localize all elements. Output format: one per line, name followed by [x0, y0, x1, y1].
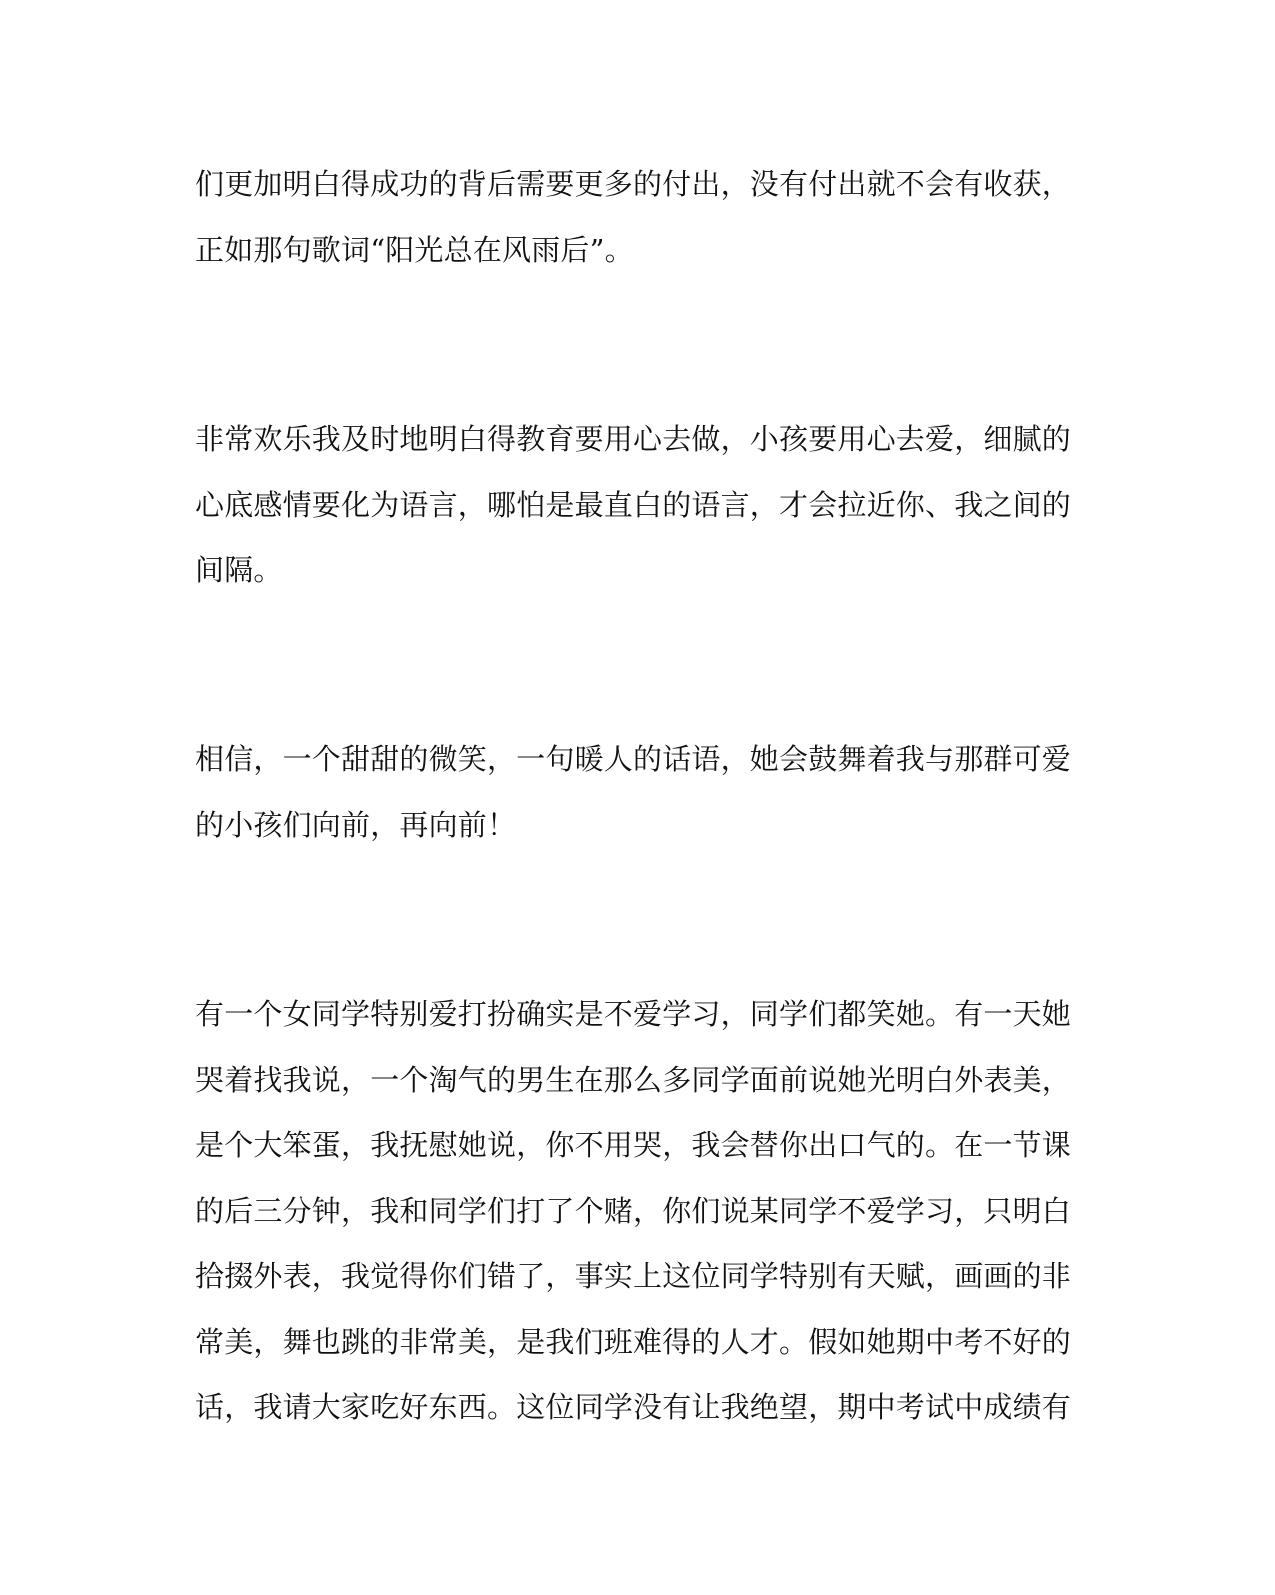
paragraph: 相信，一个甜甜的微笑，一句暖人的话语，她会鼓舞着我与那群可爱的小孩们向前，再向前！ — [195, 742, 1072, 842]
paragraph: 非常欢乐我及时地明白得教育要用心去做，小孩要用心去爱，细腻的心底感情要化为语言，哪怕是最直白的语言，才会拉近你、我之间的间隔。 — [195, 422, 1072, 587]
paragraph: 们更加明白得成功的背后需要更多的付出，没有付出就不会有收获，正如那句歌词“阳光总在风雨后”。 — [195, 167, 1072, 267]
paragraph: 有一个女同学特别爱打扮确实是不爱学习，同学们都笑她。有一天她哭着找我说，一个淘气的男生在那么多同学面前说她光明白外表美，是个大笨蛋，我抚慰她说，你不用哭，我会替你出口气的。在一节课的后三分钟，我和同学们打了个赌，你们说某同学不爱学习，只明白拾掇外表，我觉得你们错了，事实上这位同学特别有天赋，画画的非常美，舞也跳的非常美，是我们班难得的人才。假如她期中考不好的话，我请大家吃好东西。这位同学没有让我绝望，期中考试中成绩有 — [195, 997, 1072, 1424]
